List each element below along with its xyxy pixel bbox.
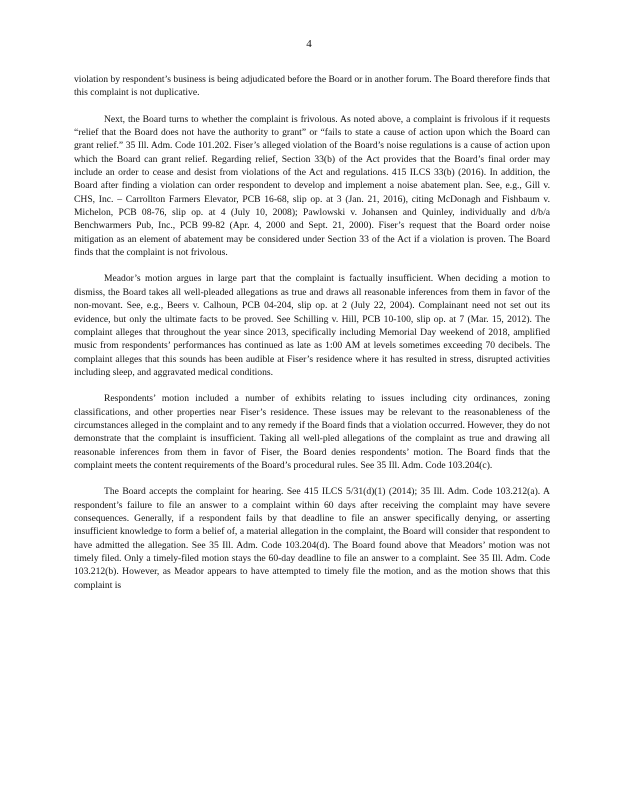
paragraph-factual-sufficiency: Meador’s motion argues in large part that the complaint is factually insufficient. When deciding a motion to dismiss, the Board takes all well-pleaded allegations as true and draws all reasonable inferences from them in favor of the non-movant. See, e.g., Beers v. Calhoun, PCB 04-204, slip op. at 2 (July 22, 2004). Complainant need not set out its evidence, but only the ultimate facts to be proved. See Schilling v. Hill, PCB 10-100, slip op. at 7 (Mar. 15, 2012). The complaint alleges that throughout the year since 2013, specifically including Memorial Day weekend of 2018, amplified music from respondents’ performances has continued as late as 1:00 AM at levels sometimes exceeding 70 decibels. The complaint alleges that this sounds has been audible at Fiser’s residence where it has resulted in stress, disrupted activities including sleep, and aggravated medical conditions. bbox=[74, 273, 550, 378]
body-text bbox=[74, 73, 550, 605]
paragraph-acceptance-for-hearing: The Board accepts the complaint for hearing. See 415 ILCS 5/31(d)(1) (2014); 35 Ill. Adm. Code 103.212(a). A respondent’s failure to file an answer to a complaint within 60 days after receiving the complaint may have severe consequences. Generally, if a respondent fails by that deadline to file an answer specifically denying, or asserting insufficient knowledge to form a belief of, a material allegation in the complaint, the Board will consider that respondent to have admitted the allegation. See 35 Ill. Adm. Code 103.204(d). The Board found above that Meadors’ motion was not timely filed. Only a timely-filed motion stays the 60-day deadline to file an answer to a complaint. See 35 Ill. Adm. Code 103.212(b). However, as Meador appears to have attempted to timely file the motion, and as the motion shows that this complaint is bbox=[74, 486, 550, 591]
page-number: 4 bbox=[306, 38, 312, 50]
paragraph-respondents-exhibits: Respondents’ motion included a number of exhibits relating to issues including city ordinances, zoning classifications, and other properties near Fiser’s residence. These issues may be relevant to the reasonableness of the circumstances alleged in the complaint and to any remedy if the Board finds that a violation occurred. However, they do not demonstrate that the complaint is insufficient. Taking all well-pled allegations of the complaint as true and drawing all reasonable inferences from them in favor of Fiser, the Board denies respondents’ motion. The Board finds that the complaint meets the content requirements of the Board’s procedural rules. See 35 Ill. Adm. Code 103.204(c). bbox=[74, 393, 550, 471]
paragraph-duplicative-conclusion: violation by respondent’s business is being adjudicated before the Board or in another forum. The Board therefore finds that this complaint is not duplicative. bbox=[74, 74, 550, 99]
paragraph-frivolous-analysis: Next, the Board turns to whether the complaint is frivolous. As noted above, a complaint is frivolous if it requests “relief that the Board does not have the authority to grant” or “fails to state a cause of action upon which the Board can grant relief.” 35 Ill. Adm. Code 101.202. Fiser’s alleged violation of the Board’s noise regulations is a cause of action upon which the Board can grant relief. Regarding relief, Section 33(b) of the Act provides that the Board’s final order may include an order to cease and desist from violations of the Act and regulations. 415 ILCS 33(b) (2016). In addition, the Board after finding a violation can order respondent to develop and implement a noise abatement plan. See, e.g., Gill v. CHS, Inc. – Carrollton Farmers Elevator, PCB 16-68, slip op. at 3 (Jan. 21, 2016), citing McDonagh and Fishbaum v. Michelon, PCB 08-76, slip op. at 4 (July 10, 2008); Pawlowski v. Johansen and Quinley, individually and d/b/a Benchwarmers Pub, Inc., PCB 99-82 (Apr. 4, 2000 and Sept. 21, 2000). Fiser’s request that the Board order noise mitigation as an element of abatement may be considered under Section 33 of the Act if a violation is proven. The Board finds that the complaint is not frivolous. bbox=[74, 113, 550, 259]
